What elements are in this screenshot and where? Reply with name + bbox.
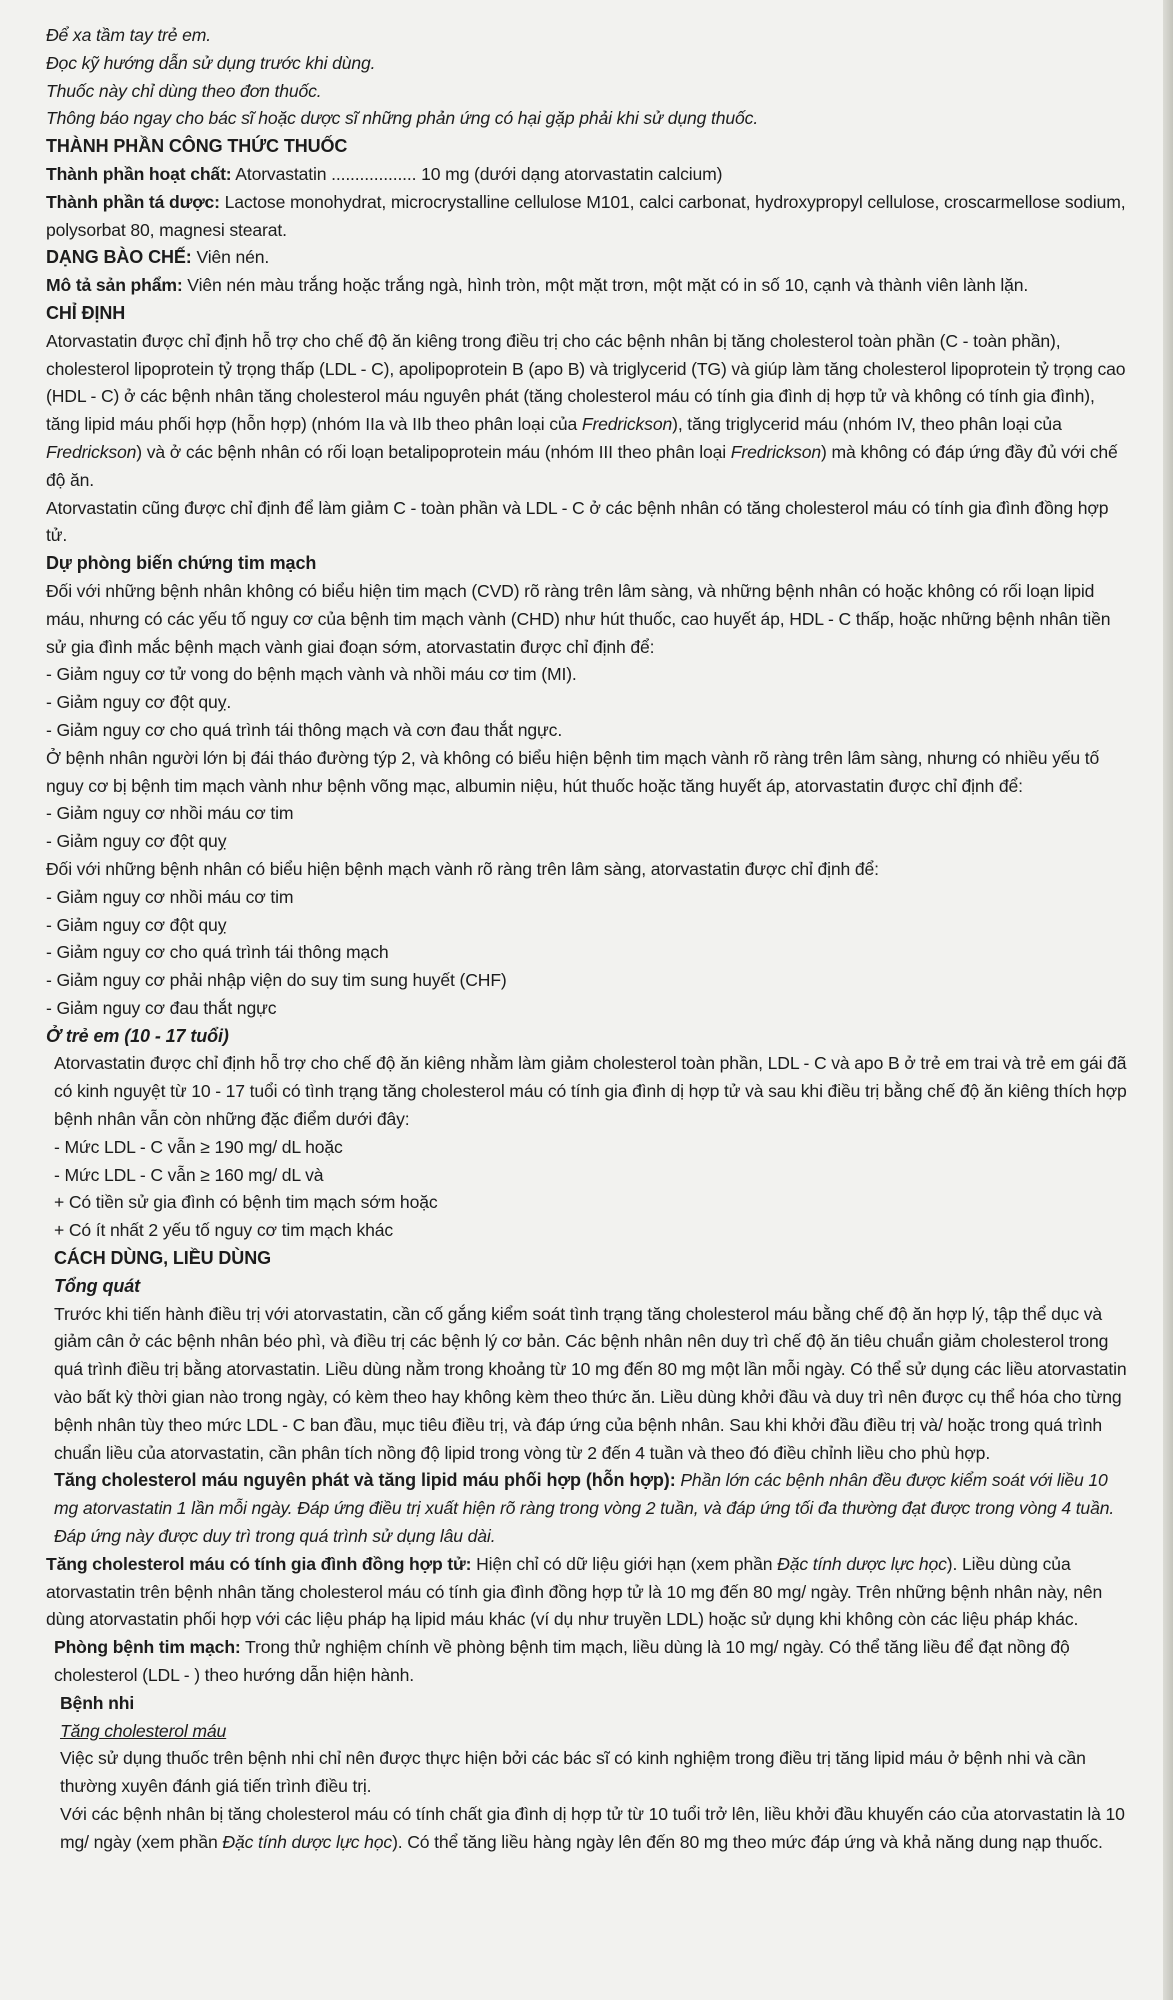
dosage-form <box>46 244 1133 272</box>
primary-paragraph <box>46 1467 1133 1550</box>
excipient-label: Thành phần tá dược: <box>46 191 220 212</box>
list-item: - Mức LDL - C vẫn ≥ 190 mg/ dL hoặc <box>54 1136 343 1157</box>
excipient-text: Lactose monohydrat, microcrystalline cellulose M101, calci carbonat, hydroxypropyl cellulose, croscarmellose sodium, polysorbat 80, magnesi stearat. <box>46 191 1126 240</box>
active-ingredient <box>46 161 1133 189</box>
homozygous-text: Hiện chỉ có dữ liệu giới hạn (xem phần <box>471 1553 778 1574</box>
coronary-paragraph: Đối với những bệnh nhân có biểu hiện bệnh mạch vành rõ ràng trên lâm sàng, atorvastatin được chỉ định để: <box>46 858 879 879</box>
homozygous-paragraph <box>46 1551 1133 1634</box>
pediatrics-paragraph-2 <box>46 1801 1133 1857</box>
general-heading: Tổng quát <box>54 1275 141 1296</box>
primary-label: Tăng cholesterol máu nguyên phát và tăng lipid máu phối hợp (hỗn hợp): <box>54 1470 676 1491</box>
active-text: Atorvastatin .................. 10 mg (dưới dạng atorvastatin calcium) <box>231 163 723 184</box>
usage-heading: CÁCH DÙNG, LIỀU DÙNG <box>54 1248 271 1269</box>
list-item: - Mức LDL - C vẫn ≥ 160 mg/ dL và <box>54 1164 324 1185</box>
section-reference: Đặc tính dược lực học <box>222 1831 393 1852</box>
pediatrics-heading: Bệnh nhi <box>60 1692 135 1713</box>
list-item: + Có tiền sử gia đình có bệnh tim mạch sớm hoặc <box>54 1192 438 1213</box>
cardio-paragraph <box>46 1634 1133 1690</box>
indications-text: ), tăng triglycerid máu (nhóm IV, theo phân loại của <box>672 414 1062 435</box>
pediatrics-text: ). Có thể tăng liều hàng ngày lên đến 80 mg theo mức đáp ứng và khả năng dung nạp thuốc. <box>392 1831 1103 1852</box>
general-paragraph: Trước khi tiến hành điều trị với atorvastatin, cần cố gắng kiểm soát tình trạng tăng cholesterol máu bằng chế độ ăn hợp lý, tập thể dục và giảm cân ở các bệnh nhân béo phì, và điều trị các bệnh lý cơ bản. Các bệnh nhân nên duy trì chế độ ăn tiêu chuẩn giảm cholesterol trong quá trình điều trị bằng atorvastatin. Liều dùng nằm trong khoảng từ 10 mg đến 80 mg một lần mỗi ngày. Có thể sử dụng các liều atorvastatin vào bất kỳ thời gian nào trong ngày, có kèm theo hay không kèm theo thức ăn. Liều dùng khởi đầu và duy trì nên được cụ thể hóa cho từng bệnh nhân tùy theo mức LDL - C ban đầu, mục tiêu điều trị, và đáp ứng của bệnh nhân. Sau khi khởi đầu điều trị và/ hoặc trong quá trình chuẩn liều của atorvastatin, cần phân tích nồng độ lipid trong vòng từ 2 đến 4 tuần và theo đó điều chỉnh liều cho phù hợp. <box>54 1303 1127 1463</box>
list-item: - Giảm nguy cơ đau thắt ngực <box>46 997 277 1018</box>
indications-text: ) và ở các bệnh nhân có rối loạn betalipoprotein máu (nhóm III theo phân loại <box>136 441 731 462</box>
warning-line: Đọc kỹ hướng dẫn sử dụng trước khi dùng. <box>46 52 376 73</box>
dosage-form-label: DẠNG BÀO CHẾ: <box>46 247 192 268</box>
list-item: - Giảm nguy cơ nhồi máu cơ tim <box>46 803 294 824</box>
homozygous-label: Tăng cholesterol máu có tính gia đình đồng hợp tử: <box>46 1553 472 1574</box>
pediatrics-subheading: Tăng cholesterol máu <box>60 1720 227 1741</box>
warning-line: Thông báo ngay cho bác sĩ hoặc dược sĩ những phản ứng có hại gặp phải khi sử dụng thuốc. <box>46 108 759 129</box>
section-reference: Đặc tính dược lực học <box>777 1553 947 1574</box>
excipients <box>46 189 1133 245</box>
pediatrics-paragraph: Việc sử dụng thuốc trên bệnh nhi chỉ nên được thực hiện bởi các bác sĩ có kinh nghiệm trong điều trị tăng lipid máu ở bệnh nhi và cần thường xuyên đánh giá tiến trình điều trị. <box>60 1748 1086 1797</box>
list-item: + Có ít nhất 2 yếu tố nguy cơ tim mạch khác <box>54 1220 394 1241</box>
list-item: - Giảm nguy cơ đột quỵ <box>46 914 227 935</box>
list-item: - Giảm nguy cơ phải nhập viện do suy tim sung huyết (CHF) <box>46 970 507 991</box>
composition-heading: THÀNH PHẦN CÔNG THỨC THUỐC <box>46 136 348 157</box>
indications-text: Atorvastatin được chỉ định hỗ trợ cho chế độ ăn kiêng trong điều trị cho các bệnh nhân bị tăng cholesterol toàn phần (C - toàn phần), cholesterol lipoprotein tỷ trọng thấp (LDL - C), apolipoprotein B (apo B) và triglycerid (TG) và giúp làm tăng cholesterol lipoprotein tỷ trọng cao (HDL - C) ở các bệnh nhân tăng cholesterol máu nguyên phát (tăng cholesterol máu có tính gia đình dị hợp tử và không có tính gia đình), tăng lipid máu phối hợp (hỗn hợp) (nhóm IIa và IIb theo phân loại của <box>46 330 1126 435</box>
prevention-intro: Đối với những bệnh nhân không có biểu hiện tim mạch (CVD) rõ ràng trên lâm sàng, và những bệnh nhân có hoặc không có rối loạn lipid máu, nhưng có các yếu tố nguy cơ của bệnh tim mạch vành (CHD) như hút thuốc, cao huyết áp, HDL - C thấp, hoặc những bệnh nhân tiền sử gia đình mắc bệnh mạch vành giai đoạn sớm, atorvastatin được chỉ định để: <box>46 580 1111 657</box>
fredrickson-term: Fredrickson <box>581 414 673 435</box>
fredrickson-term: Fredrickson <box>46 441 137 462</box>
description-label: Mô tả sản phẩm: <box>46 275 183 296</box>
warnings-block <box>46 22 1133 133</box>
list-item: - Giảm nguy cơ cho quá trình tái thông mạch <box>46 942 389 963</box>
page-edge-shadow <box>1163 0 1173 2000</box>
warning-line: Để xa tầm tay trẻ em. <box>46 25 212 45</box>
list-item: - Giảm nguy cơ đột quỵ. <box>46 692 232 713</box>
indications-paragraph <box>46 328 1133 495</box>
description-text: Viên nén màu trắng hoặc trắng ngà, hình tròn, một mặt trơn, một mặt có in số 10, cạnh và thành viên lành lặn. <box>182 275 1029 296</box>
list-item: - Giảm nguy cơ đột quỵ <box>46 831 227 852</box>
children-heading: Ở trẻ em (10 - 17 tuổi) <box>46 1025 229 1046</box>
primary-text: Phần lớn các bệnh nhân đều được kiểm soát với liều 10 mg atorvastatin 1 lần mỗi ngày. Đáp ứng điều trị xuất hiện rõ ràng trong vòng 2 tuần, và đáp ứng tối đa thường đạt được trong vòng 4 tuần. Đáp ứng này được duy trì trong quá trình sử dụng lâu dài. <box>54 1470 1115 1547</box>
dosage-form-text: Viên nén. <box>191 247 270 268</box>
fredrickson-term: Fredrickson <box>730 441 822 462</box>
indications-paragraph-2: Atorvastatin cũng được chỉ định để làm giảm C - toàn phần và LDL - C ở các bệnh nhân có tăng cholesterol máu có tính gia đình đồng hợp tử. <box>46 497 1109 546</box>
diabetes-paragraph: Ở bệnh nhân người lớn bị đái tháo đường týp 2, và không có biểu hiện bệnh tim mạch vành rõ ràng trên lâm sàng, nhưng có nhiều yếu tố nguy cơ bị bệnh tim mạch vành như bệnh võng mạc, albumin niệu, hút thuốc hoặc tăng huyết áp, atorvastatin được chỉ định để: <box>46 747 1100 796</box>
children-paragraph: Atorvastatin được chỉ định hỗ trợ cho chế độ ăn kiêng nhằm làm giảm cholesterol toàn phần, LDL - C và apo B ở trẻ em trai và trẻ em gái đã có kinh nguyệt từ 10 - 17 tuổi có tình trạng tăng cholesterol máu có tính gia đình dị hợp tử và sau khi điều trị bằng chế độ ăn kiêng thích hợp bệnh nhân vẫn còn những đặc điểm dưới đây: <box>54 1053 1127 1130</box>
list-item: - Giảm nguy cơ nhồi máu cơ tim <box>46 886 294 907</box>
prevention-heading: Dự phòng biến chứng tim mạch <box>46 553 317 574</box>
list-item: - Giảm nguy cơ cho quá trình tái thông mạch và cơn đau thắt ngực. <box>46 719 563 740</box>
homozygous-text: ). Liều dùng của atorvastatin trên bệnh nhân tăng cholesterol máu có tính gia đình đồng hợp tử là 10 mg đến 80 mg/ ngày. Trên những bệnh nhân này, nên dùng atorvastatin phối hợp với các liệu pháp hạ lipid máu khác (ví dụ như truyền LDL) hoặc sử dụng khi không còn các liệu pháp khác. <box>46 1553 1103 1630</box>
cardio-label: Phòng bệnh tim mạch: <box>54 1637 241 1658</box>
active-label: Thành phần hoạt chất: <box>46 163 232 184</box>
product-description <box>46 272 1133 300</box>
indications-text: ) mà không có đáp ứng đầy đủ với chế độ ăn. <box>46 441 1118 490</box>
cardio-text: Trong thử nghiệm chính về phòng bệnh tim mạch, liều dùng là 10 mg/ ngày. Có thể tăng liều để đạt nồng độ cholesterol (LDL - ) theo hướng dẫn hiện hành. <box>54 1637 1070 1686</box>
list-item: - Giảm nguy cơ tử vong do bệnh mạch vành và nhồi máu cơ tim (MI). <box>46 664 577 685</box>
indications-heading: CHỈ ĐỊNH <box>46 302 126 323</box>
pediatrics-text: Với các bệnh nhân bị tăng cholesterol máu có tính chất gia đình dị hợp tử từ 10 tuổi trở lên, liều khởi đầu khuyến cáo của atorvastatin là 10 mg/ ngày (xem phần <box>60 1804 1125 1852</box>
warning-line: Thuốc này chỉ dùng theo đơn thuốc. <box>46 80 322 101</box>
